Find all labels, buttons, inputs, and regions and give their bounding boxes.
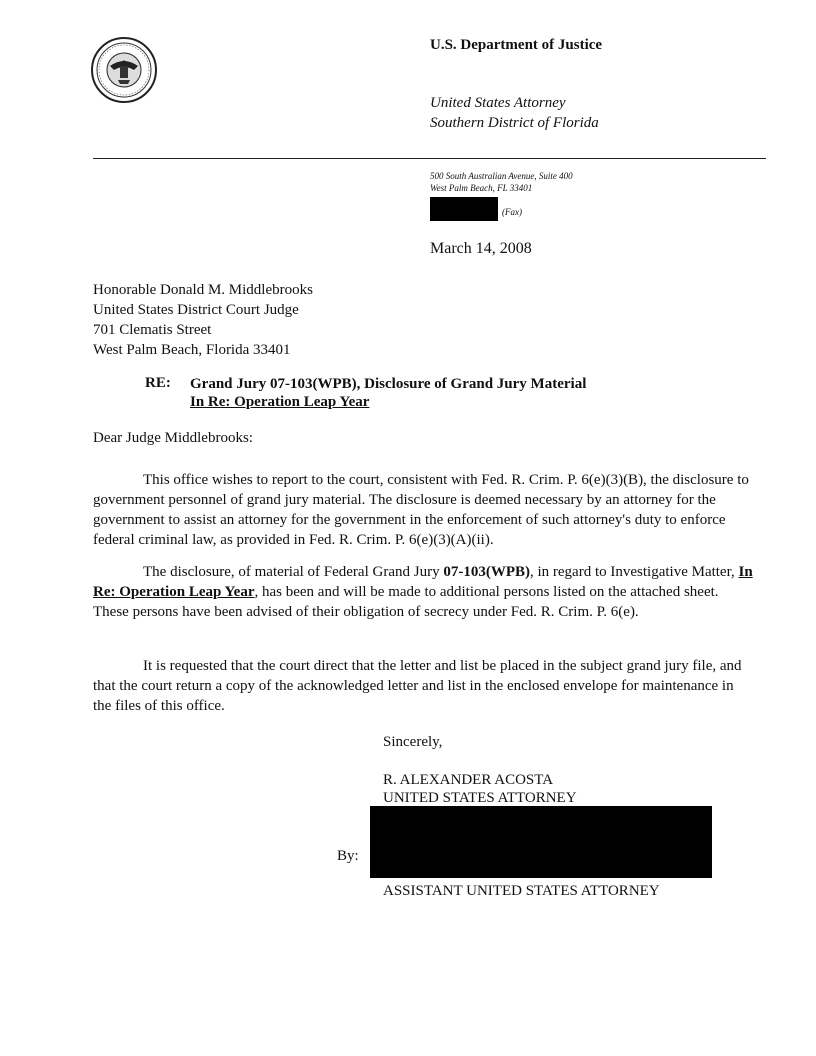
recipient-line-1: Honorable Donald M. Middlebrooks — [93, 282, 313, 298]
re-subject-line: Grand Jury 07-103(WPB), Disclosure of Grand Jury Material — [190, 376, 587, 392]
signer-title: ASSISTANT UNITED STATES ATTORNEY — [383, 883, 660, 899]
re-matter-line: In Re: Operation Leap Year — [190, 394, 370, 410]
salutation: Dear Judge Middlebrooks: — [93, 430, 253, 446]
doj-seal-icon — [90, 36, 158, 104]
body-paragraph-2 — [93, 562, 753, 622]
re-label: RE: — [145, 375, 171, 391]
office-name — [430, 93, 599, 133]
body-paragraph-3: It is requested that the court direct that the letter and list be placed in the subject grand jury file, and that the court return a copy of the acknowledged letter and list in the enclosed envelope for maintenance in the files of this office. — [93, 658, 742, 714]
re-subject — [190, 375, 586, 411]
department-name: U.S. Department of Justice — [430, 37, 603, 53]
signatory-name: R. ALEXANDER ACOSTA — [383, 772, 554, 788]
p2-grand-jury-number: 07-103(WPB) — [443, 564, 530, 580]
signatory-block — [383, 771, 577, 807]
office-line-1: United States Attorney — [430, 95, 566, 111]
letterhead-divider — [93, 158, 766, 159]
p2-text-b: , in regard to Investigative Matter, — [529, 564, 739, 580]
p2-text-a: The disclosure, of material of Federal Grand Jury — [143, 564, 444, 580]
closing: Sincerely, — [383, 734, 443, 750]
recipient-line-2: United States District Court Judge — [93, 302, 299, 318]
office-line-2: Southern District of Florida — [430, 115, 599, 131]
by-label: By: — [337, 848, 359, 864]
letter-date: March 14, 2008 — [430, 240, 532, 257]
p2-matter-name: In Re: Operation Leap Year — [93, 564, 753, 600]
body-paragraph-1: This office wishes to report to the court, consistent with Fed. R. Crim. P. 6(e)(3)(B), the disclosure to government personnel of grand jury material. The disclosure is deemed necessary by an attorney for the government to assist an attorney for the government in the enforcement of such attorney's duty to enforce federal criminal law, as provided in Fed. R. Crim. P. 6(e)(3)(A)(ii). — [93, 472, 749, 548]
redacted-phone — [430, 197, 498, 221]
signatory-title: UNITED STATES ATTORNEY — [383, 790, 577, 806]
fax-label: (Fax) — [502, 207, 522, 217]
office-address — [430, 170, 573, 194]
recipient-line-4: West Palm Beach, Florida 33401 — [93, 342, 291, 358]
recipient-address — [93, 280, 313, 360]
redacted-signature — [370, 806, 712, 878]
address-line-2: West Palm Beach, FL 33401 — [430, 183, 533, 193]
address-line-1: 500 South Australian Avenue, Suite 400 — [430, 171, 573, 181]
p2-text-c: , has been and will be made to additional persons listed on the attached sheet. These persons have been advised of their obligation of secrecy under Fed. R. Crim. P. 6(e). — [93, 584, 719, 620]
recipient-line-3: 701 Clematis Street — [93, 322, 212, 338]
